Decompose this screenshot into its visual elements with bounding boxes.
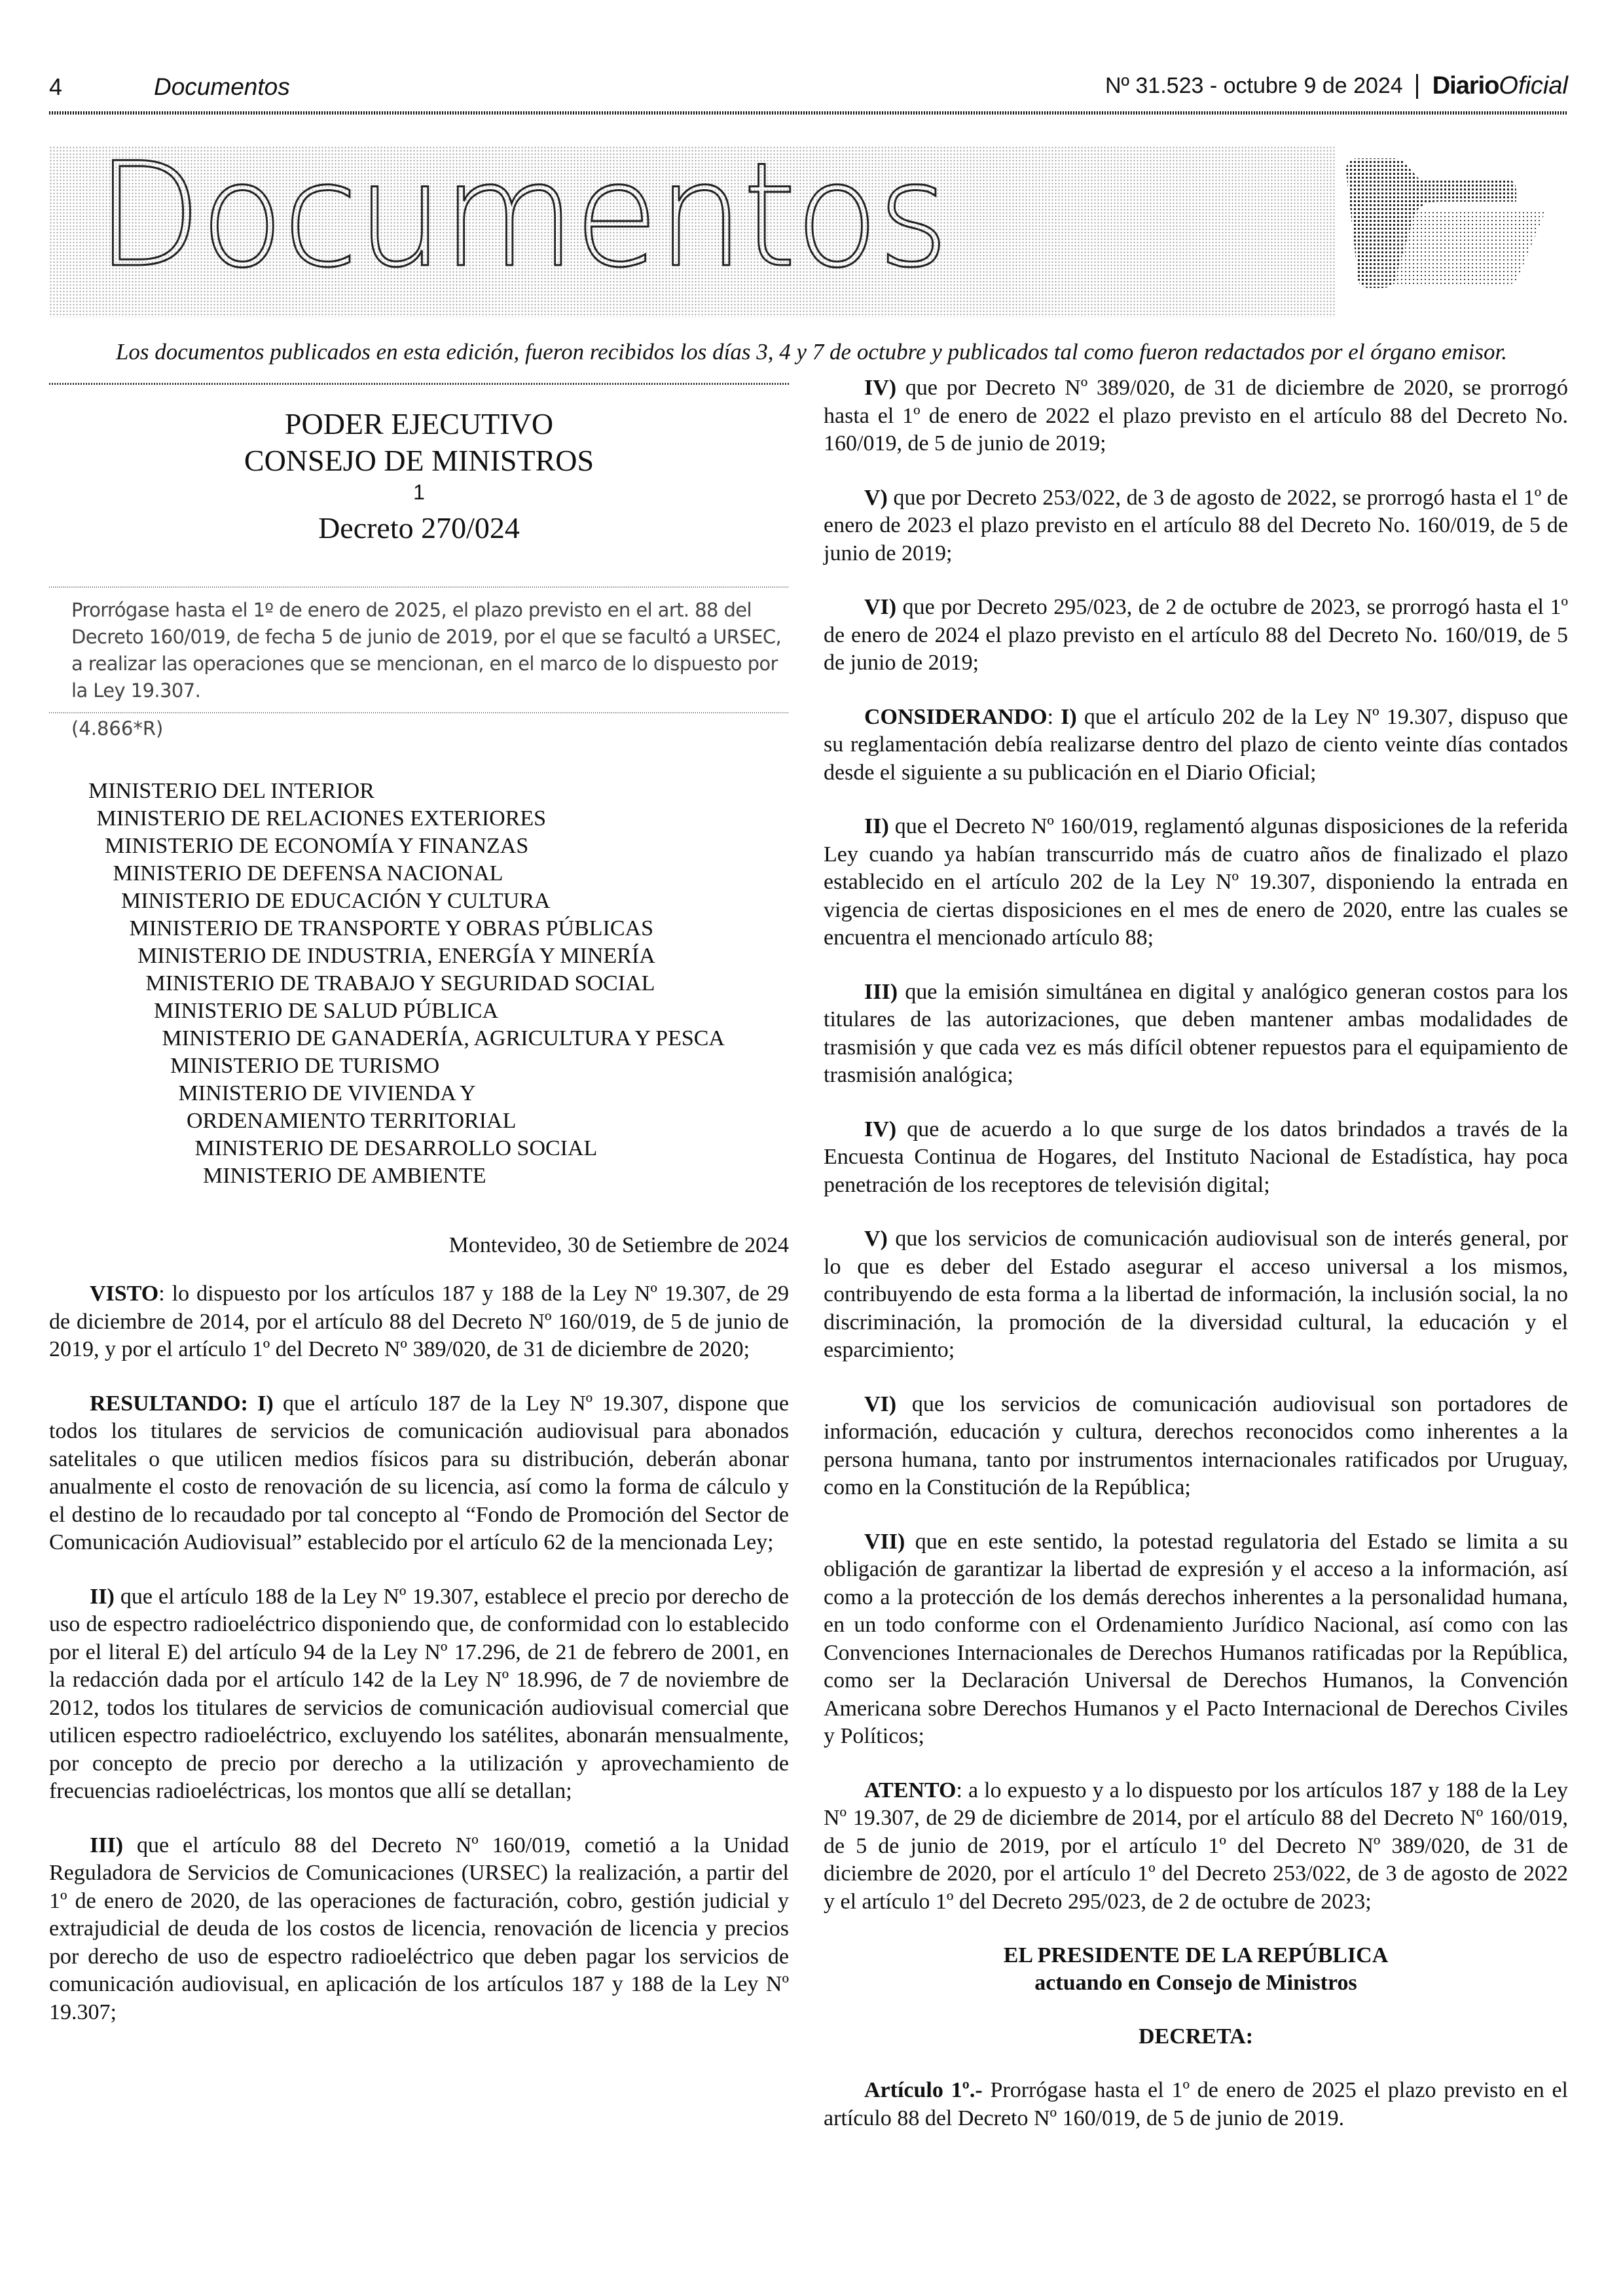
running-header [49,71,1568,109]
considerando-text-2: que el Decreto Nº 160/019, reglamentó algunas disposiciones de la referida Ley cuando ya habían transcurrido más de cuatro años de finalizado el plazo establecido en el artículo 202 de la Ley Nº 19.307, disponiendo la entrada en vigencia de ciertas disposiciones en el mes de enero de 2020, entre las cuales se encuentra el mencionado artículo 88; [824,814,1568,950]
resultando-text-6: que por Decreto 295/023, de 2 de octubre de 2023, se prorrogó hasta el 1º de enero de 2024 el plazo previsto en el artículo 88 del Decreto No. 160/019, de 5 de junio de 2019; [824,595,1568,675]
ministry-item: MINISTERIO DE EDUCACIÓN Y CULTURA [121,889,551,913]
resultando-paragraph-6 [824,594,1568,677]
item-marker: VI) [864,595,897,619]
page-number: 4 [49,73,63,100]
ministry-item: MINISTERIO DE AMBIENTE [203,1164,486,1188]
resultando-text-1: que el artículo 187 de la Ley Nº 19.307, dispone que todos los titulares de servicios de comunicación audiovisual para abonados satelitales o que utilicen medios físicos para su distribución, deberán abonar anualmente el costo de renovación de su licencia, así como la forma de cálculo y el destino de lo recaudado por tal concepto al “Fondo de Promoción del Sector de Comunicación Audiovisual” establecido por el artículo 62 de la mencionada Ley; [49,1391,789,1554]
visto-text: : lo dispuesto por los artículos 187 y 188 de la Ley Nº 19.307, de 29 de diciembre de 2014, por el artículo 88 del Decreto Nº 160/019, de 5 de junio de 2019, y por el artículo 1º del Decreto Nº 389/020, de 31 de diciembre de 2020; [49,1282,789,1361]
resultando-text-2: que el artículo 188 de la Ley Nº 19.307, establece el precio por derecho de uso de espectro radioeléctrico disponiendo que, de conformidad con lo establecido por el literal E) del artículo 94 de la Ley Nº 17.296, de 21 de febrero de 2001, en la redacción dada por el artículo 142 de la Ley Nº 18.996, de 7 de noviembre de 2012, todos los titulares de servicios de comunicación audiovisual comercial que utilicen espectro radioeléctrico, excluyendo los satélites, abonarán mensualmente, por concepto de precio por derecho a la utilización y aprovechamiento de frecuencias radioeléctricas, los montos que allí se detallan; [49,1584,789,1803]
header-separator [1416,74,1418,99]
ministry-item: MINISTERIO DE GANADERÍA, AGRICULTURA Y PESCA [162,1026,725,1050]
item-marker: VII) [864,1529,905,1554]
item-marker: IV) [864,1117,897,1141]
president-line: EL PRESIDENTE DE LA REPÚBLICA [1003,1943,1389,1967]
heading-line2: CONSEJO DE MINISTROS [244,444,594,477]
resultando-paragraph-3 [49,1832,789,2027]
item-marker: III) [864,979,898,1004]
ministry-item: ORDENAMIENTO TERRITORIAL [187,1109,517,1133]
considerando-label: CONSIDERANDO [864,704,1048,729]
summary-reference: (4.866*R) [71,717,164,740]
header-rule [49,111,1568,115]
considerando-paragraph-4 [824,1116,1568,1200]
item-marker: V) [864,485,888,510]
ministry-item: MINISTERIO DE INDUSTRIA, ENERGÍA Y MINERÍA [137,944,655,968]
resultando-paragraph-4 [824,374,1568,458]
item-marker: V) [864,1227,888,1251]
ministry-item: MINISTERIO DE SALUD PÚBLICA [154,999,499,1023]
folder-open-icon [1342,157,1552,308]
brand-name-bold: Diario [1432,72,1499,99]
ministry-item: MINISTERIO DE ECONOMÍA Y FINANZAS [105,834,529,858]
brand-name-italic: Oficial [1499,72,1568,99]
article-1-label: Artículo 1º.- [864,2078,983,2102]
item-marker: II) [90,1584,115,1609]
resultando-text-5: que por Decreto 253/022, de 3 de agosto de 2022, se prorrogó hasta el 1º de enero de 2023 el plazo previsto en el artículo 88 del Decreto No. 160/019, de 5 de junio de 2019; [824,485,1568,565]
decree-title: Decreto 270/024 [318,511,520,545]
heading-line1: PODER EJECUTIVO [284,407,554,440]
considerando-paragraph-1: CONSIDERANDO: I) que el artículo 202 de la Ley Nº 19.307, dispuso que su reglamentación debía realizarse dentro del plazo de ciento veinte días contados desde el siguiente a su publicación en el Diario Oficial; [824,704,1568,785]
issue-info [1105,72,1568,100]
heading-number: 1 [413,480,425,504]
column-rule [49,383,789,385]
ministry-item: MINISTERIO DEL INTERIOR [88,779,374,803]
considerando-paragraph-7 [824,1528,1568,1751]
considerando-text-3: que la emisión simultánea en digital y analógico generan costos para los titulares de las autorizaciones, que deben mantener ambas modalidades de trasmisión y que cada vez es más difícil obtener repuestos para el equipamiento de trasmisión analógica; [824,979,1568,1087]
considerando-text-1: que el artículo 202 de la Ley Nº 19.307, dispuso que su reglamentación debía realizarse dentro del plazo de ciento veinte días contados desde el siguiente a su publicación en el Diario Oficial; [824,704,1568,785]
decreta-label: DECRETA: [1138,2024,1254,2049]
resultando-text-4: que por Decreto Nº 389/020, de 31 de diciembre de 2020, se prorrogó hasta el 1º de enero de 2022 el plazo previsto en el artículo 88 del Decreto No. 160/019, de 5 de junio de 2019; [824,376,1568,456]
resultando-paragraph-1 [49,1390,789,1557]
resultando-paragraph-5 [824,484,1568,568]
decreta-heading [824,2023,1568,2051]
article-1-text: Prorrógase hasta el 1º de enero de 2025 el plazo previsto en el artículo 88 del Decreto Nº 160/019, de 5 de junio de 2019. [824,2078,1568,2130]
considerando-paragraph-3 [824,978,1568,1090]
visto-label: VISTO [90,1282,159,1306]
ministry-item: MINISTERIO DE DESARROLLO SOCIAL [194,1136,598,1160]
banner-title: Documentos [96,132,948,299]
ministry-item: MINISTERIO DE TRANSPORTE Y OBRAS PÚBLICAS [129,916,654,941]
item-marker: III) [90,1833,124,1857]
article-1 [824,2077,1568,2132]
ministry-item: MINISTERIO DE RELACIONES EXTERIORES [96,806,547,831]
ministry-item: MINISTERIO DE TURISMO [170,1054,440,1078]
resultando-text-3: que el artículo 88 del Decreto Nº 160/019, cometió a la Unidad Reguladora de Servicios de Comunicaciones (URSEC) la realización, a partir del 1º de enero de 2020, de las operaciones de facturación, cobro, gestión judicial y extrajudicial de deuda de los costos de licencia, renovación de licencia y precios por derecho de uso de espectro radioeléctrico que deben pagar los servicios de comunicación audiovisual, en aplicación de los artículos 187 y 188 de la Ley Nº 19.307; [49,1833,789,2024]
item-marker: VI) [864,1391,897,1416]
decree-heading [49,406,789,548]
atento-paragraph [824,1777,1568,1916]
considerando-text-7: que en este sentido, la potestad regulatoria del Estado se limita a su obligación de garantizar la libertad de expresión y el acceso a la información, así como a la protección de los demás derechos inherentes a la personalidad humana, en un todo conforme con el Ordenamiento Jurídico Nacional, así como con las Convenciones Internacionales de Derechos Humanos ratificadas por la República, como ser la Declaración Universal de Derechos Humanos, la Convención Americana sobre Derechos Humanos y el Pacto Internacional de Derechos Civiles y Políticos; [824,1529,1568,1748]
considerando-text-5: que los servicios de comunicación audiovisual son de interés general, por lo que es deber del Estado asegurar el acceso universal a los mismos, contribuyendo de esta forma a la libertad de información, la inclusión social, la no discriminación, la promoción de la diversidad cultural, la educación y el esparcimiento; [824,1227,1568,1362]
item-marker: IV) [864,376,897,400]
considerando-paragraph-2 [824,813,1568,952]
resultando-label: RESULTANDO: I) [90,1391,274,1416]
section-name: Documentos [154,73,290,100]
item-marker: I) [1061,704,1077,729]
considerando-text-6: que los servicios de comunicación audiovisual son portadores de información, educación y cultura, derechos reconocidos como inherentes a la persona humana, tanto por instrumentos internacionales ratificados por Uruguay, como en la Constitución de la República; [824,1391,1568,1499]
right-column [824,374,1568,2132]
ministry-item: MINISTERIO DE VIVIENDA Y [178,1081,476,1105]
section-banner [49,132,1336,317]
ministry-item: MINISTERIO DE DEFENSA NACIONAL [113,861,503,886]
consejo-line: actuando en Consejo de Ministros [1034,1971,1357,1995]
ministries-list [49,778,789,1190]
atento-text: : a lo expuesto y a lo dispuesto por los artículos 187 y 188 de la Ley Nº 19.307, de 29 de diciembre de 2014, por el artículo 88 del Decreto Nº 160/019, de 5 de junio de 2019, por el artículo 1º del Decreto Nº 389/020, de 31 de diciembre de 2020, por el artículo 1º del Decreto 253/022, de 3 de agosto de 2022 y el artículo 1º del Decreto 295/023, de 2 de octubre de 2023; [824,1778,1568,1914]
ministry-item: MINISTERIO DE TRABAJO Y SEGURIDAD SOCIAL [145,971,655,996]
decree-summary: Prorrógase hasta el 1º de enero de 2025, el plazo previsto en el art. 88 del Decreto 160/019, de fecha 5 de junio de 2019, por el que se facultó a URSEC, a realizar las operaciones que se mencionan, en el marco de lo dispuesto por la Ley 19.307. [71,599,782,702]
place-date: Montevideo, 30 de Setiembre de 2024 [448,1233,789,1257]
item-marker: II) [864,814,889,838]
considerando-text-4: que de acuerdo a lo que surge de los datos brindados a través de la Encuesta Continua de Hogares, del Instituto Nacional de Estadística, hay poca penetración de los receptores de televisión digital; [824,1117,1568,1197]
atento-label: ATENTO [864,1778,957,1803]
visto-paragraph [49,1280,789,1364]
considerando-paragraph-5 [824,1225,1568,1365]
left-column [49,383,789,2026]
considerando-paragraph-6 [824,1391,1568,1502]
lead-note: Los documentos publicados en esta edición, fueron recibidos los días 3, 4 y 7 de octubre y publicados tal como fueron redactados por el órgano emisor. [115,339,1508,365]
issue-number-date: Nº 31.523 - octubre 9 de 2024 [1104,73,1403,98]
resultando-paragraph-2 [49,1583,789,1806]
